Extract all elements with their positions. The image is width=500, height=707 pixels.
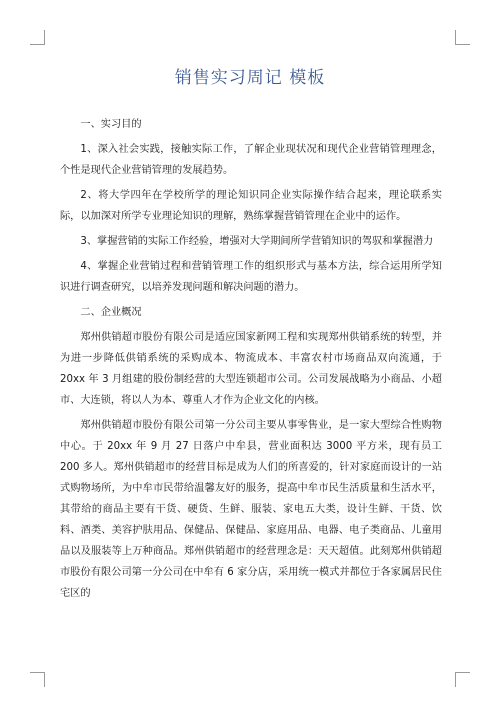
paragraph: 1、深入社会实践，接触实际工作，了解企业现状况和现代企业营销管理理念，个性是现代企业营销管理的发展趋势。 bbox=[60, 144, 442, 176]
document-title: 销售实习周记 模板 bbox=[174, 68, 326, 88]
section-heading-overview: 二、企业概况 bbox=[80, 307, 142, 318]
crop-mark-top-right bbox=[455, 30, 470, 45]
crop-mark-top-left bbox=[30, 30, 45, 45]
paragraph: 郑州供销超市股份有限公司第一分公司主要从事零售业，是一家大型综合性购物中心。于 20xx 年 9 月 27 日落户中牟县，营业面积达 3000 平方米，现有员工 200 多人。郑州供销超市的经营目标是成为人们的所喜爱的，针对家庭而设计的一站式购物场所，为中牟市民带给温馨友好的服务，提高中牟市民生活质量和生活水平，其带给的商品主要有干货、硬货、生鲜、服装、家电五大类，设计生鲜、干货、饮料、酒类、美容护肤用品、保健品、保健品、家庭用品、电器、电子类商品、儿童用品以及服装等上万种商品。郑州供销超市的经营理念是：天天超值。此刻郑州供销超市股份有限公司第一分公司在中牟有 6 家分店，采用统一模式并都位于各家属居民住宅区的 bbox=[60, 420, 442, 599]
crop-mark-bottom-left bbox=[30, 672, 45, 687]
document-body bbox=[60, 114, 442, 608]
crop-mark-bottom-right bbox=[455, 672, 470, 687]
paragraph: 2、将大学四年在学校所学的理论知识同企业实际操作结合起来，理论联系实际，以加深对所学专业理论知识的理解，熟练掌握营销管理在企业中的运作。 bbox=[60, 190, 442, 222]
paragraph: 3、掌握营销的实际工作经验，增强对大学期间所学营销知识的驾驭和掌握潜力 bbox=[80, 236, 434, 247]
paragraph: 郑州供销超市股份有限公司是适应国家新网工程和实现郑州供销系统的转型，并为进一步降低供销系统的采购成本、物流成本、丰富农村市场商品双向流通，于 20xx 年 3 月组建的股份制经营的大型连锁超市公司。公司发展战略为小商品、小超市、大连锁，将以人为本、尊重人才作为企业文化的内核。 bbox=[60, 332, 442, 406]
section-heading-purpose: 一、实习目的 bbox=[80, 119, 142, 130]
paragraph: 4、掌握企业营销过程和营销管理工作的组织形式与基本方法，综合运用所学知识进行调查研究，以培养发现问题和解决问题的潜力。 bbox=[60, 261, 442, 293]
